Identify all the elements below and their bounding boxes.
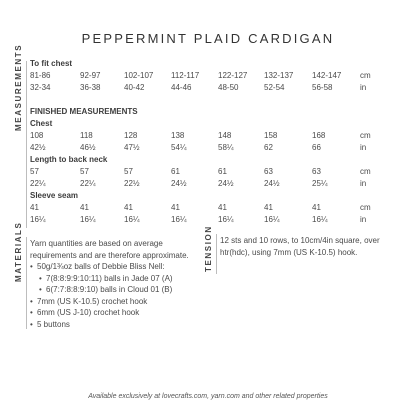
cell: 66	[312, 143, 321, 152]
cell: 48-50	[218, 83, 239, 92]
cell: 41	[264, 203, 273, 212]
materials-divider	[26, 237, 27, 329]
cell: 62	[264, 143, 273, 152]
cell: 41	[80, 203, 89, 212]
cell: 63	[312, 167, 321, 176]
cell: 102-107	[124, 71, 154, 80]
cell: 132-137	[264, 71, 294, 80]
list-item: • 6(7:7:8:8:9:10) balls in Cloud 01 (B)	[30, 284, 202, 296]
cell: 128	[124, 131, 138, 140]
cell: 16¼	[30, 215, 46, 224]
cell: 41	[124, 203, 133, 212]
cell: 61	[218, 167, 227, 176]
cell: 41	[218, 203, 227, 212]
cell: 36-38	[80, 83, 101, 92]
unit: in	[360, 179, 367, 188]
cell: 24½	[171, 179, 187, 188]
chest-cm-row	[30, 131, 400, 143]
cell: 142-147	[312, 71, 342, 80]
chest-in-row	[30, 143, 400, 155]
cell: 22¼	[80, 179, 96, 188]
cell: 41	[171, 203, 180, 212]
cell: 22½	[124, 179, 140, 188]
cell: 42½	[30, 143, 46, 152]
materials-list	[30, 261, 202, 330]
cell: 108	[30, 131, 44, 140]
cell: 122-127	[218, 71, 248, 80]
cell: 52-54	[264, 83, 285, 92]
cell: 16¼	[171, 215, 187, 224]
tension-divider	[216, 234, 217, 274]
cell: 41	[312, 203, 321, 212]
cell: 32-34	[30, 83, 51, 92]
materials-label: MATERIALS	[14, 221, 23, 282]
cell: 158	[264, 131, 278, 140]
unit: in	[360, 215, 367, 224]
unit: in	[360, 143, 367, 152]
tension-line2: htr(hdc), using 7mm (US K-10.5) hook.	[220, 247, 358, 257]
cell: 118	[80, 131, 93, 140]
cell: 168	[312, 131, 326, 140]
cell: 24½	[264, 179, 280, 188]
cell: 16¼	[312, 215, 328, 224]
cell: 16¼	[124, 215, 140, 224]
cell: 25¼	[312, 179, 328, 188]
list-item: • 7mm (US K-10.5) crochet hook	[30, 296, 202, 308]
length-heading: Length to back neck	[30, 155, 108, 164]
cell: 16¼	[80, 215, 96, 224]
measurements-section	[30, 59, 400, 227]
unit: cm	[360, 203, 371, 212]
tension-line1: 12 sts and 10 rows, to 10cm/4in square, over	[220, 236, 380, 245]
cell: 40-42	[124, 83, 145, 92]
unit: in	[360, 83, 367, 92]
cell: 16¼	[264, 215, 280, 224]
to-fit-heading: To fit chest	[30, 59, 73, 68]
tension-section	[220, 235, 408, 258]
cell: 148	[218, 131, 232, 140]
materials-intro-line1: Yarn quantities are based on average	[30, 239, 163, 248]
sleeve-cm-row	[30, 203, 400, 215]
cell: 138	[171, 131, 185, 140]
to-fit-cm-row	[30, 71, 400, 83]
list-item: • 5 buttons	[30, 319, 202, 331]
materials-intro-line2: requirements and are therefore approximate.	[30, 250, 189, 260]
cell: 112-117	[171, 71, 200, 80]
list-item: • 50g/1¾oz balls of Debbie Bliss Nell:	[30, 261, 202, 273]
cell: 57	[80, 167, 89, 176]
cell: 22¼	[30, 179, 46, 188]
list-item: • 6mm (US J-10) crochet hook	[30, 307, 202, 319]
cell: 44-46	[171, 83, 192, 92]
cell: 57	[30, 167, 39, 176]
cell: 24½	[218, 179, 234, 188]
unit: cm	[360, 167, 371, 176]
cell: 61	[171, 167, 180, 176]
cell: 41	[30, 203, 39, 212]
cell: 54¼	[171, 143, 187, 152]
cell: 56-58	[312, 83, 333, 92]
cell: 46½	[80, 143, 96, 152]
cell: 57	[124, 167, 133, 176]
finished-heading: FINISHED MEASUREMENTS	[30, 107, 138, 116]
length-in-row	[30, 179, 400, 191]
unit: cm	[360, 71, 371, 80]
chest-heading: Chest	[30, 119, 53, 128]
measurements-divider	[26, 61, 27, 228]
length-cm-row	[30, 167, 400, 179]
cell: 92-97	[80, 71, 101, 80]
cell: 47½	[124, 143, 140, 152]
cell: 16¼	[218, 215, 234, 224]
cell: 58¼	[218, 143, 234, 152]
footer-note: Available exclusively at lovecrafts.com, yarn.com and other related properties	[88, 393, 328, 400]
to-fit-in-row	[30, 83, 400, 95]
materials-section	[30, 238, 202, 330]
tension-label: TENSION	[204, 225, 213, 272]
unit: cm	[360, 131, 371, 140]
list-item: • 7(8:8:9:9:10:11) balls in Jade 07 (A)	[30, 273, 202, 285]
sleeve-in-row	[30, 215, 400, 227]
cell: 63	[264, 167, 273, 176]
sleeve-heading: Sleeve seam	[30, 191, 79, 200]
measurements-label: MEASUREMENTS	[14, 43, 23, 131]
cell: 81-86	[30, 71, 51, 80]
page-title: PEPPERMINT PLAID CARDIGAN	[81, 31, 335, 46]
